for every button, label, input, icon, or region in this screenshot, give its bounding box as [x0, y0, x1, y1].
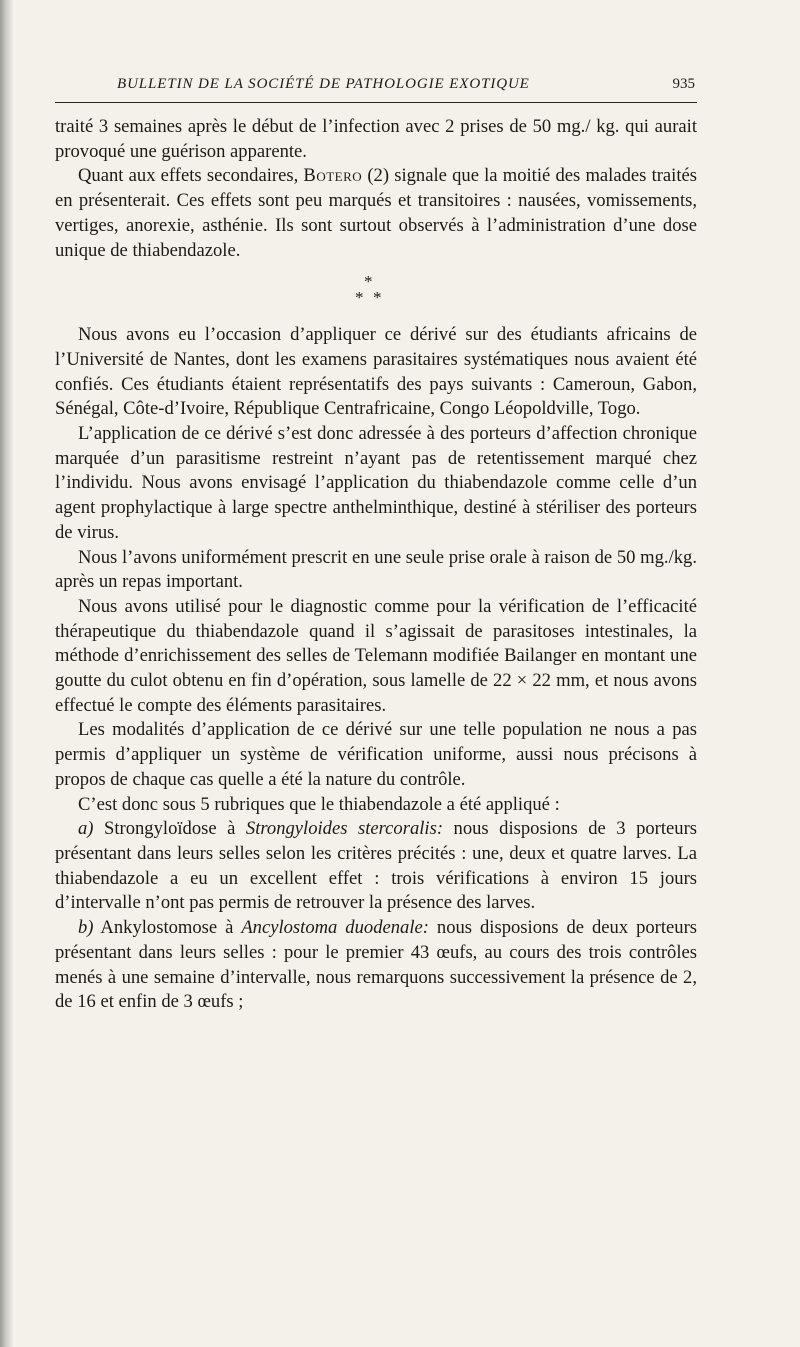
paragraph-modalities [55, 718, 697, 792]
paragraph-text: Strongyloïdose à [93, 818, 246, 840]
paragraph-text: Ankylostomose à [93, 917, 242, 939]
asterisk-bottom-right: * [373, 288, 382, 308]
paragraph-text: Nous l’avons uniformément prescrit en une seule prise orale à raison de 50 mg./kg. après un repas important. [55, 546, 697, 593]
asterisk-bottom-left: * [355, 288, 364, 308]
page-number: 935 [672, 76, 695, 92]
paragraph-text: traité 3 semaines après le début de l’infection avec 2 prises de 50 mg./ kg. qui aurait provoqué une guérison apparente. [55, 116, 697, 162]
paragraph-dosage [55, 546, 697, 595]
paragraph-text: nous disposions de 3 porteurs présentant dans leurs selles selon les critères précités : une, deux et quatre larves. La thiabendazole a eu un excellent effet : trois vérifications à environ 15 jours d’intervalle n’ont pas permis de retrouver la présence des larves. [55, 818, 697, 914]
running-header [55, 72, 697, 103]
item-label: a) [78, 818, 94, 840]
paragraph-text: L’application de ce dérivé s’est donc adressée à des porteurs d’affection chronique marquée d’un parasitisme restreint n’ayant pas de retentissement marqué chez l’individu. Nous avons envisagé l’application du thiabendazole comme celle d’un agent prophylactique à large spectre anthelminthique, destiné à stériliser des porteurs de virus. [55, 423, 697, 543]
paragraph-text: Nous avons utilisé pour le diagnostic comme pour la vérification de l’efficacité thérapeutique du thiabendazole quand il s’agissait de parasitoses intestinales, la méthode d’enrichissement des selles de Telemann modifiée Bailanger en montant une goutte du culot obtenu en fin d’opération, sous lamelle de 22 × 22 mm, et nous avons effectué le compte des éléments parasitaires. [55, 595, 697, 716]
article-body [55, 115, 697, 1015]
paragraph-strongyloidose [55, 817, 697, 916]
item-label: b) [78, 917, 94, 939]
paragraph-text: nous disposions de deux porteurs présentant dans leurs selles : pour le premier 43 œufs, au cours des trois contrôles menés à une semaine d’intervalle, nous remarquons successivement la présence de 2, de 16 et enfin de 3 œufs ; [55, 917, 698, 1013]
paragraph-method [55, 595, 697, 719]
section-separator [55, 267, 697, 319]
paragraph-side-effects [55, 164, 697, 263]
species-name: Ancylostoma duodenale: [241, 917, 429, 939]
paragraph-students [55, 323, 697, 422]
paragraph-application [55, 422, 697, 546]
paragraph-text: Quant aux effets secondaires, [78, 165, 304, 187]
paragraph-rubrics [55, 793, 697, 818]
paragraph-text: C’est donc sous 5 rubriques que le thiabendazole a été appliqué : [78, 793, 560, 815]
paragraph-text: Les modalités d’application de ce dérivé sur une telle population ne nous a pas permis d’appliquer un système de vérification uniforme, aussi nous précisons à propos de chaque cas quelle a été la nature du contrôle. [55, 719, 697, 790]
paragraph-text: (2) signale que la moitié des malades traités en présenterait. Ces effets sont peu marqués et transitoires : nausées, vomissements, vertiges, anorexie, asthénie. Ils sont surtout observés à l’administration d’une dose unique de thiabendazole. [55, 165, 697, 261]
species-name: Strongyloides stercoralis: [245, 818, 444, 840]
author-name: Botero [303, 165, 363, 187]
asterisk-top: * [364, 272, 373, 292]
paragraph-text: Nous avons eu l’occasion d’appliquer ce dérivé sur des étudiants africains de l’Université de Nantes, dont les examens parasitaires systématiques nous avaient été confiés. Ces étudiants étaient représentatifs des pays suivants : Cameroun, Gabon, Sénégal, Côte-d’Ivoire, République Centrafricaine, Congo Léopoldville, Togo. [55, 324, 697, 420]
page-gutter-shadow [0, 0, 14, 1347]
paragraph-ankylostomose [55, 916, 697, 1015]
paragraph-continuation [55, 115, 697, 164]
running-title: BULLETIN DE LA SOCIÉTÉ DE PATHOLOGIE EXOTIQUE [117, 76, 530, 92]
journal-page [55, 72, 697, 1015]
